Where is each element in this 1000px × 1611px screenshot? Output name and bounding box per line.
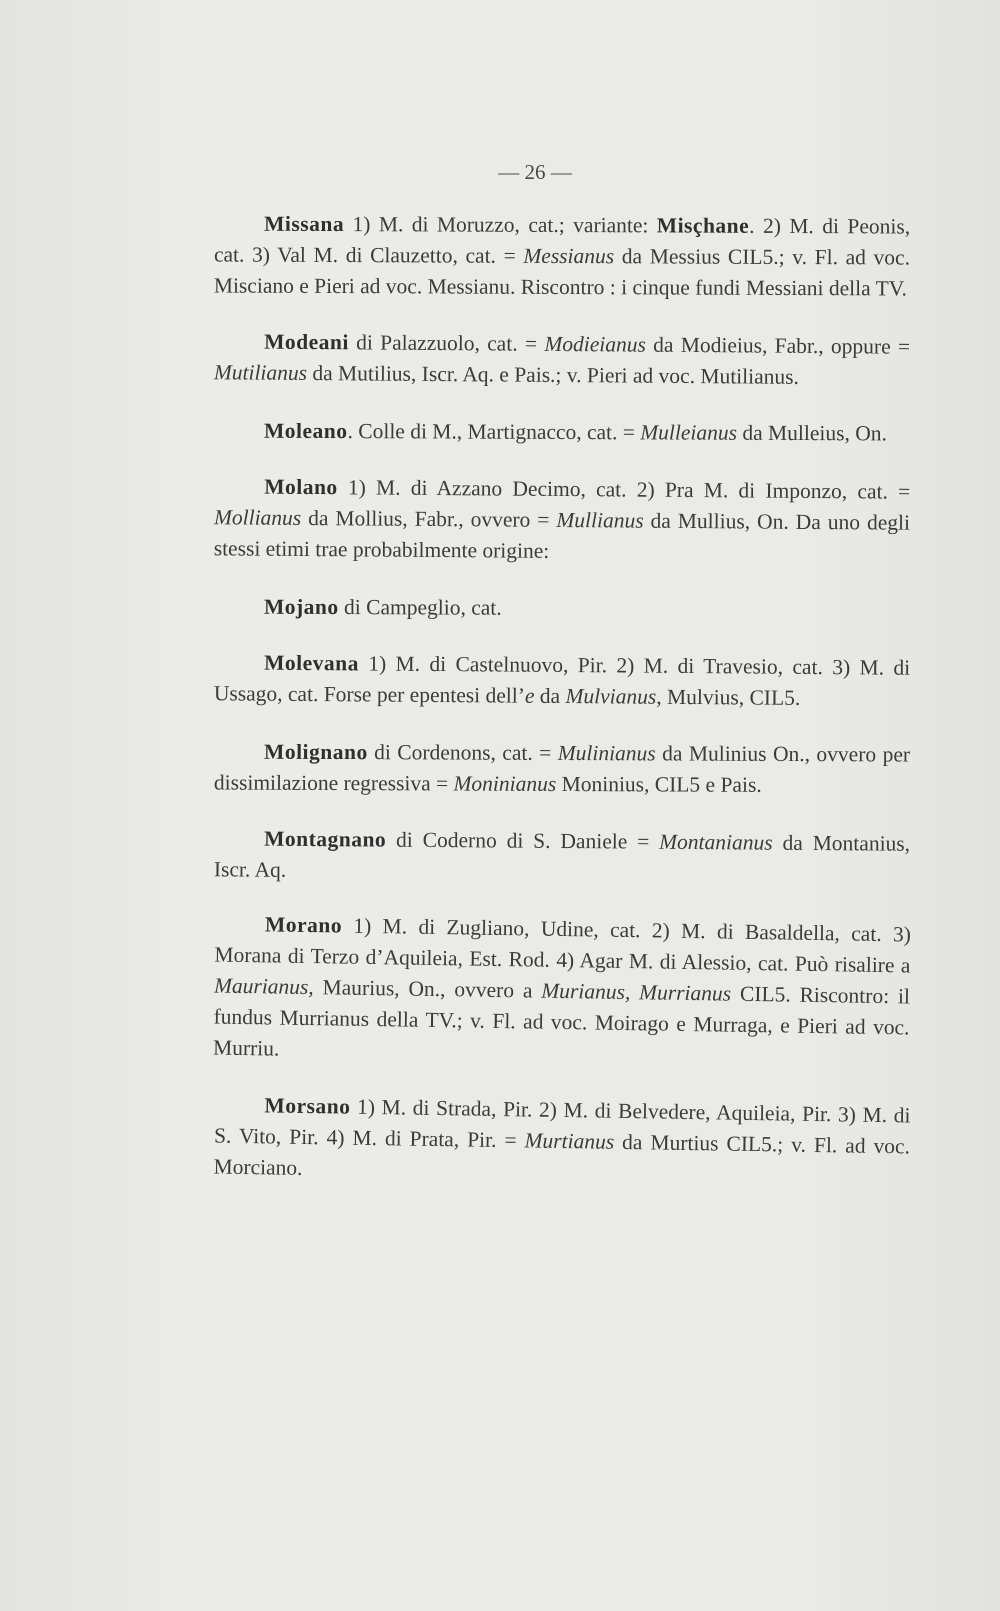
- entry-headword: Molano: [264, 474, 338, 500]
- entry-text: 1) M. di Moruzzo, cat.; variante:: [344, 212, 657, 238]
- etymon-italic: Moninianus: [453, 771, 557, 796]
- etymon-italic: Murtianus: [524, 1128, 615, 1154]
- entry-headword: Morsano: [264, 1093, 351, 1119]
- entry-text: 1) M. di Azzano Decimo, cat. 2) Pra M. di Imponzo, cat. =: [337, 475, 911, 504]
- entry-text: di Coderno di S. Daniele =: [386, 827, 660, 854]
- entry-text: di Campeglio, cat.: [338, 595, 502, 620]
- entries-list: [214, 210, 910, 1214]
- etymon-italic: Mullianus: [556, 507, 644, 533]
- entry-text: 1) M. di Castelnuovo, Pir. 2) M. di Travesio, cat. 3) M. di Ussago, cat. Forse per epentesi dell’: [213, 651, 911, 708]
- dictionary-entry: [213, 909, 911, 1075]
- dictionary-entry: [214, 326, 910, 393]
- entry-headword: Morano: [264, 912, 343, 938]
- entry-text: di Palazzuolo, cat. =: [348, 330, 545, 356]
- entry-text: da Mutilius, Iscr. Aq. e Pais.; v. Pieri ad voc. Mutilianus.: [306, 360, 800, 389]
- entry-text: di Cordenons, cat. =: [367, 740, 558, 765]
- entry-text: , Mulvius, CIL5.: [656, 684, 801, 710]
- entry-headword: Missana: [264, 211, 345, 237]
- entry-text: Maurius, On., ovvero a: [313, 975, 542, 1003]
- etymon-italic: Montanianus: [659, 829, 773, 855]
- etymon-italic: Mollianus: [213, 505, 302, 530]
- entry-headword: Montagnano: [264, 826, 387, 852]
- entry-text: da Mollius, Fabr., ovvero =: [301, 505, 557, 532]
- etymon-italic: Modieianus: [544, 331, 646, 357]
- entry-headword: Moleano: [263, 418, 348, 444]
- entry-text: CIL5. Riscontro: il fundus Murrianus della TV.; v. Fl. ad voc. Moirago e Murraga, e Pieri ad voc. Murriu.: [212, 981, 911, 1061]
- entry-text: da Montanius, Iscr. Aq.: [213, 830, 911, 882]
- dictionary-entry: [214, 471, 911, 569]
- entry-headword: Molevana: [264, 650, 360, 676]
- dictionary-entry: [214, 208, 910, 304]
- etymon-italic: Murianus, Murrianus: [541, 978, 732, 1006]
- entry-text: 1) M. di Strada, Pir. 2) M. di Belvedere, Aquileia, Pir. 3) M. di S. Vito, Pir. 4) M. di Prata, Pir. =: [213, 1094, 911, 1153]
- entry-text: da Murtius CIL5.; v. Fl. ad voc. Morciano.: [213, 1129, 911, 1180]
- entry-text: . Colle di M., Martignacco, cat. =: [347, 419, 641, 445]
- entry-text: 1) M. di Zugliano, Udine, cat. 2) M. di Basaldella, cat. 3) Morana di Terzo d’Aquileia, Est. Rod. 4) Agar M. di Alessio, cat. Può risalire a: [214, 913, 912, 978]
- page-number: — 26 —: [498, 160, 572, 184]
- dictionary-entry: [214, 591, 910, 625]
- entry-text: da Mulleius, On.: [736, 420, 887, 446]
- etymon-italic: Mulvianus: [565, 684, 657, 709]
- dictionary-entry: [214, 647, 910, 714]
- etymon-italic: Mulleianus: [640, 420, 738, 445]
- dictionary-entry: [213, 1090, 910, 1194]
- dictionary-entry: [214, 736, 910, 801]
- entry-text: . 2) M. di Peonis, cat. 3) Val M. di Clauzetto, cat. =: [213, 213, 911, 268]
- entry-headword: Modeani: [264, 329, 349, 355]
- entry-text: da Mulinius On., ovvero per dissimilazione regressiva =: [213, 741, 911, 796]
- etymon-italic: Maurianus,: [213, 973, 314, 1000]
- entry-text: da Modieius, Fabr., oppure =: [645, 332, 911, 359]
- variant-headword: Misçhane: [656, 213, 750, 238]
- etymon-italic: Mutilianus: [213, 360, 308, 385]
- entry-text: da Mullius, On. Da uno degli stessi etimi trae probabilmente origine:: [213, 508, 911, 563]
- entry-headword: Mojano: [263, 594, 339, 620]
- etymon-italic: e: [524, 683, 535, 708]
- entry-text: Moninius, CIL5 e Pais.: [556, 771, 762, 797]
- entry-headword: Molignano: [264, 739, 368, 765]
- entry-text: da: [534, 683, 566, 709]
- etymon-italic: Messianus: [523, 243, 615, 269]
- dictionary-entry: [214, 823, 910, 890]
- etymon-italic: Mulinianus: [557, 740, 656, 766]
- dictionary-entry: [214, 415, 910, 449]
- entry-text: da Messius CIL5.; v. Fl. ad voc. Misciano e Pieri ad voc. Messianu. Riscontro : i cinque fundi Messiani della TV.: [213, 244, 911, 301]
